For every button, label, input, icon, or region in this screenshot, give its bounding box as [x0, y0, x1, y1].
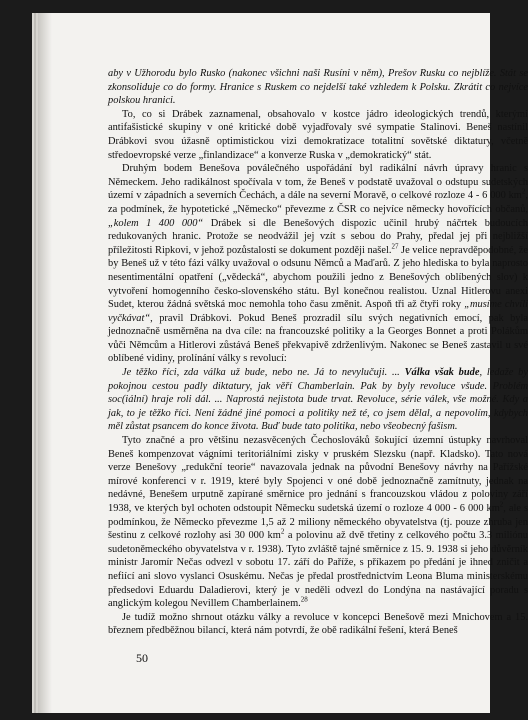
text-run: , za podmínek, že hypotetické „Německo“ převezme z ČSR co nejvíce německy hovořících občanů,	[108, 190, 528, 215]
book-page	[38, 13, 528, 713]
paragraph	[108, 434, 528, 611]
paragraph	[108, 162, 528, 366]
text-run: aby v Užhorodu bylo Rusko (nakonec všichni naši Rusíni v něm), Prešov Rusku co nejblíže. Stát se zkonsoliduje co do formy. Hranice s Ruskem co nejdelší také vzhledem k Polsku. Zkrátit co nejvíce polskou hranici.	[108, 68, 528, 107]
text-run: „musíme chvíli vyčkávat“	[108, 299, 528, 324]
footnote-ref: 2	[499, 500, 504, 509]
text-run: Válka však bude	[404, 367, 480, 379]
paragraph	[108, 108, 528, 162]
paragraph	[108, 67, 528, 108]
paragraph	[108, 611, 528, 638]
footnote-ref: 27	[391, 242, 399, 251]
text-run: Drábek si dle Benešových dispozic učinil hrubý náčrtek budoucích redukovaných hranic. Protože se neodvážil jej vzít s sebou do Prahy, předal jej při nejbližší příležitosti Ripkovi, v jehož pozůstalosti se dokument později našel.	[108, 217, 528, 256]
paragraph	[108, 366, 528, 434]
text-run: Druhým bodem Benešova poválečného uspořádání byl radikální návrh úpravy hranic s Německem. Jeho radikálnost spočívala v tom, že Beneš v podstatě uvažoval o odstupu sudetských území v západních a severních Čechách, a dále na severní Moravě, o celkové rozloze 4 - 6 000 km	[108, 163, 528, 202]
text-run: Je těžko říci, zda válka už bude, nebo ne. Já to nevylučuji. ...	[122, 367, 405, 379]
text-run: , ale s podmínkou, že Německo převezme 1,5 až 2 miliony německého obyvatelstva (tj. pouze zhruba jen šestinu z celkové rozlohy asi 30 000 km	[108, 503, 528, 542]
text-run: , ledaže by pokojnou cestou padly diktatury, jak věří Chamberlain. Pak by byly revoluce všude. Problém soc(iální) hraje roli dál. ... Naprostá nejistota bude trvat. Revoluce, série válek, vše možné. Kdy a jak, to je těžko říci. Není žádné jiné pomoci a politiky než té, co jsem dělal, a nepovolím, kdybych měl zůstat psancem do konce života. Buď bude tato politika, nebo všeobecný fašism.	[108, 367, 528, 433]
text-run: To, co si Drábek zaznamenal, obsahovalo v kostce jádro ideologických trendů, kterými antifašistické skupiny v oné kritické době vyjadřovaly své sympatie Stalinovi. Beneš nastínil Drábkovi svou úžasně optimistickou vizi demokratizace totalitní sovětské diktatury, včetně středoevropské verze „finlandizace“ a konverze Ruska v „demokratický“ stát.	[108, 108, 528, 161]
text-run: Je tudíž možno shrnout otázku války a revoluce v koncepci Benešově mezi Mnichovem a 15. březnem předběžnou bilancí, která nám potvrdí, že obě radikální řešení, která Beneš	[108, 611, 528, 637]
text-run: , pravil Drábkovi. Pokud Beneš prozradil sílu svých negativních emocí, pak byla jednoznačně usměrněna na dva cíle: na francouzské politiky a la Georges Bonnet a proti Polákům vůči Němcům a Hitlerovi zůstává Beneš překvapivě zdrženlivým. Nakonec se Beneš zastavil u své oblíbené vidiny, prolínání války s revolucí:	[108, 312, 528, 365]
text-run: Je velice nepravděpodobné, že by Beneš už v této fázi války uvažoval o odsunu Němců a Maďarů. Z jeho hlediska to byla naprosto nesentimentální opatření („vědecká“, abychom použili jedno z Benešových oblíbených slov) k vytvoření homogenního česko-slovenského státu. Byl konečnou realistou. Uznal Hitlerovu anexi Sudet, kterou žádná světská moc nemohla toho času změnit. Aspoň tři až čtyři roky	[108, 244, 528, 311]
body-text	[108, 67, 528, 638]
footnote-ref: 28	[300, 595, 308, 604]
text-run: „kolem 1 400 000“	[108, 217, 204, 229]
text-run: a polovinu až dvě třetiny z celkového počtu 3.3 miliónu sudetoněmeckého obyvatelstva v r. 1938). Tyto zvláště tajné směrnice z 15. 9. 1938 si jeho důvěrník ministr Jaromír Nečas odvezl v sobotu 17. září do Paříže, s příkazem po předání je ihned zničit a nefiící ani slovo vyslanci Osuskému. Nečas je předal prostřednictvím Leona Bluma ministerskému předsedovi Eduardu Daladierovi, který je v neděli odvezl do Londýna na nastávající poradu s anglickým kolegou Nevillem Chamberlainem.	[108, 530, 528, 610]
footnote-ref: 2	[280, 527, 285, 536]
page-number: 50	[136, 651, 148, 665]
text-run: Tyto značné a pro většinu nezasvěcených Čechoslováků šokující územní ústupky navrhoval Beneš kompenzovat vágními teritoriálními zisky v pruském Slezsku (např. Kladsko). Tato nová verze Benešovy „redukční teorie“ navazovala jednak na původní Benešovy návrhy na Pařížské mírové konferenci v r. 1919, které byly Spojenci v oné době jednoznačně zamítnuty, jednak na nedávné, Benešem urputně zapírané směrnice pro jednání s francouzskou vládou z poloviny září 1938, ve kterých byl ochoten odstoupit Německu sudetská území o rozloze 4 000 - 6 000 km	[108, 435, 528, 514]
footnote-ref: 2	[521, 187, 526, 196]
